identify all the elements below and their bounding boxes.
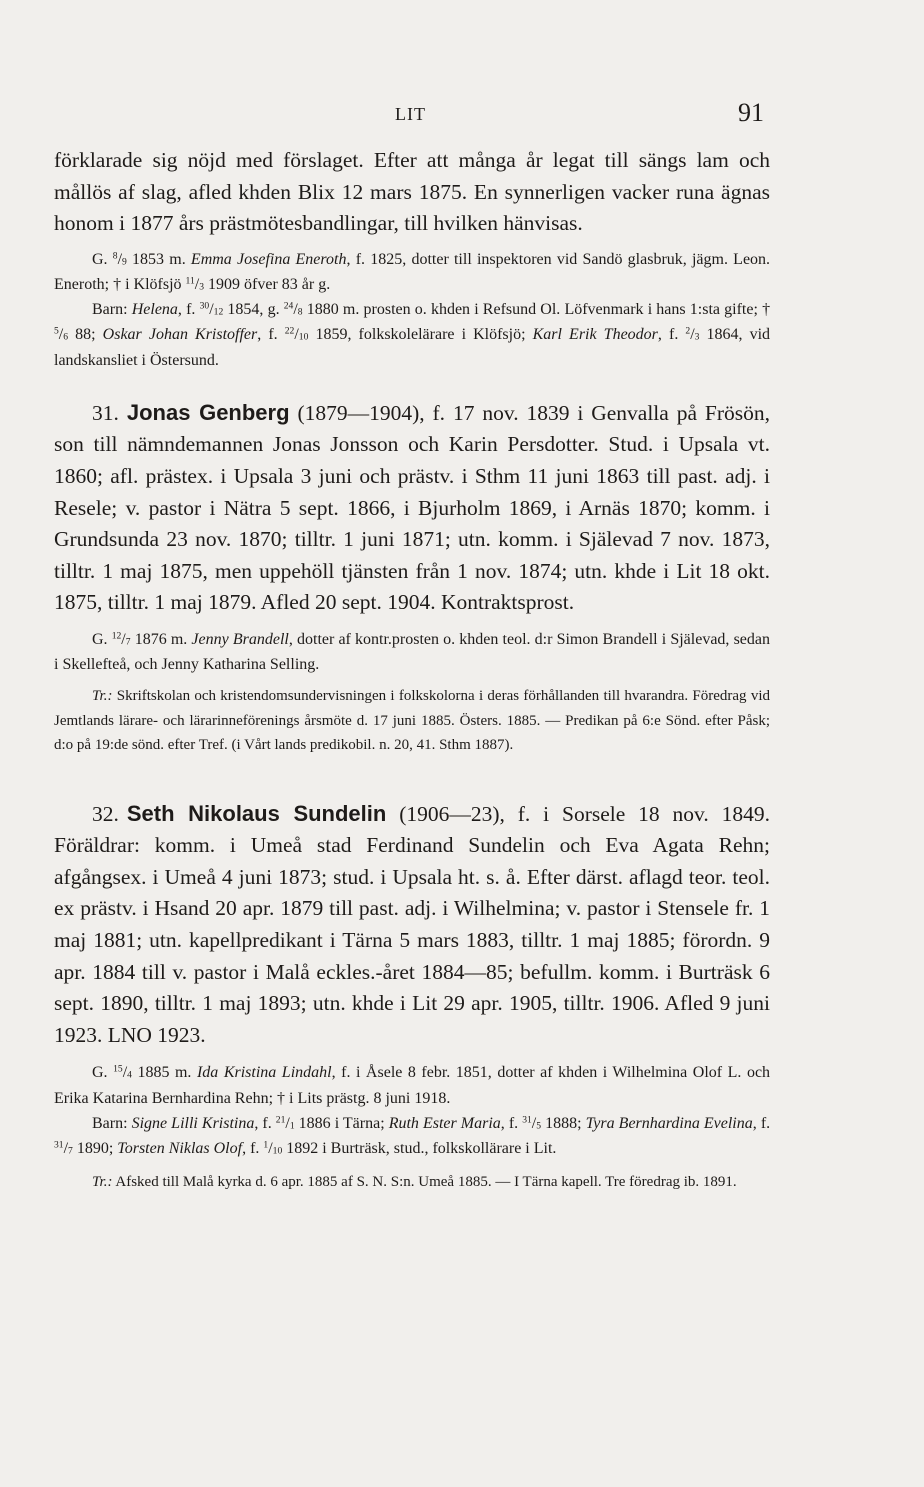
entry-number: 31. <box>92 400 119 425</box>
marriage-paragraph: G. $^{15}/_4$ 1885 m. Ida Kristina Lindahl, f. i Åsele 8 febr. 1851, dotter af khden i Wilhelmina Olof L. och Erika Katarina Bernhardina Rehn; † i Lits prästg. 8 juni 1918. <box>54 1064 771 1107</box>
child-name: Ruth Ester Maria <box>388 1114 501 1132</box>
works-paragraph: Tr.: Skriftskolan och kristendomsundervisningen i folkskolorna i deras förhållanden till hvarandra. Föredrag vid Jemtlands lärare- och lärarinneförenings årsmöte d. 17 juni 1885. Östers. 1885. — Predikan på 6:e Sönd. efter Påsk; d:o på 19:de sönd. efter Tref. (i Vårt lands predikobil. n. 20, 41. Sthm 1887). <box>54 688 771 754</box>
marriage-paragraph: G. $^{12}/_7$ 1876 m. Jenny Brandell, dotter af kontr.prosten o. khden teol. d:r Simon Brandell i Själevad, sedan i Skellefteå, och Jenny Katharina Selling. <box>54 630 770 674</box>
works-label: Tr.: <box>92 688 113 705</box>
entry-32-paragraph <box>54 798 770 1052</box>
spouse-name: Jenny Brandell <box>191 630 289 648</box>
text-line: och mållös af slag, afled khden Blix 12 mars 1875. En synnerligen vacker <box>54 148 771 204</box>
child-name: Karl Erik Theodor <box>532 326 658 344</box>
works-paragraph: Tr.: Afsked till Malå kyrka d. 6 apr. 1885 af S. N. S:n. Umeå 1885. — I Tärna kapell. Tre föredrag ib. 1891. <box>92 1174 737 1191</box>
children-paragraph: Barn: Helena, f. $^{30}/_{12}$ 1854, g. $^{24}/_8$ 1880 m. prosten o. khden i Refsund Ol. Löfvenmark i hans 1:sta gifte; † $^5/_6$ 88; Oskar Johan Kristoffer, f. $^{22}/_{10}$ 1859, folkskolelärare i Klöfsjö; Karl Erik Theodor, f. $^2/_3$ 1864, vid landskansliet i Östersund. <box>54 300 771 369</box>
child-name: Oskar Johan Kristoffer <box>102 326 258 344</box>
continuation-paragraph <box>54 145 770 240</box>
entry-body: (1906—23), f. i Sorsele 18 nov. 1849. Föräldrar: komm. i Umeå stad Ferdinand Sundelin och Eva Agata Rehn; afgångsex. i Umeå 4 juni 1873; stud. i Upsala ht. s. å. Efter därst. aflagd teor. teol. ex prästv. i Hsand 20 apr. 1879 till past. adj. i Wilhelmina; v. pastor i Stensele fr. 1 maj 1881; utn. kapellpredikant i Tärna 5 mars 1883, tilltr. 1 maj 1885; förordn. 9 apr. 1884 till v. pastor i Malå eckles.-året 1884—85; befullm. komm. i Burträsk 6 sept. 1890, tilltr. 1 maj 1893; utn. khde i Lit 29 apr. 1905, tilltr. 1906. Afled 9 juni 1923. LNO 1923. <box>54 801 771 1047</box>
child-name: Torsten Niklas Olof <box>117 1139 243 1157</box>
entry-name: Seth Nikolaus Sundelin <box>126 800 387 826</box>
works-label: Tr.: <box>92 1174 113 1191</box>
entry-name: Jonas Genberg <box>126 399 290 425</box>
spouse-name: Emma Josefina Eneroth <box>190 250 347 268</box>
page-content <box>54 145 770 1195</box>
children-paragraph: Barn: Signe Lilli Kristina, f. $^{21}/_1$ 1886 i Tärna; Ruth Ester Maria, f. $^{31}/_5$ 1888; Tyra Bernhardina Evelina, f. $^{31}/_7$ 1890; Torsten Niklas Olof, f. $^1/_{10}$ 1892 i Burträsk, stud., folkskollärare i Lit. <box>54 1114 771 1157</box>
child-name: Helena <box>131 301 178 319</box>
text-line: förklarade sig nöjd med förslaget. Efter att många år legat till sängs lam <box>54 148 729 172</box>
marriage-paragraph: G. $^8/_9$ 1853 m. Emma Josefina Eneroth, f. 1825, dotter till inspektoren vid Sandö glasbruk, jägm. Leon. Eneroth; † i Klöfsjö $^{11}/_3$ 1909 öfver 83 år g. <box>54 250 771 293</box>
entry-31-paragraph <box>54 397 770 619</box>
running-title: LIT <box>395 104 426 124</box>
text-line: runa ägnas honom i 1877 års prästmötesbandlingar, till hvilken hänvisas. <box>54 179 770 236</box>
entry-number: 32. <box>92 801 119 826</box>
child-name: Tyra Bernhardina Evelina <box>585 1114 753 1132</box>
page-header <box>0 96 924 136</box>
page-number: 91 <box>738 98 764 127</box>
child-name: Signe Lilli Kristina <box>131 1114 255 1132</box>
spouse-name: Ida Kristina Lindahl <box>196 1064 332 1082</box>
entry-body: (1879—1904), f. 17 nov. 1839 i Genvalla på Frösön, son till nämndemannen Jonas Jonsson och Karin Persdotter. Stud. i Upsala vt. 1860; afl. prästex. i Upsala 3 juni och prästv. i Sthm 11 juni 1863 till past. adj. i Resele; v. pastor i Nätra 5 sept. 1866, i Bjurholm 1869, i Arnäs 1870; komm. i Grundsunda 23 nov. 1870; tilltr. 1 juni 1871; utn. komm. i Själevad 7 nov. 1873, tilltr. 1 maj 1875, men uppehöll tjänsten från 1 nov. 1874; utn. khde i Lit 18 okt. 1875, tilltr. 1 maj 1879. Afled 20 sept. 1904. Kontraktsprost. <box>54 400 770 615</box>
